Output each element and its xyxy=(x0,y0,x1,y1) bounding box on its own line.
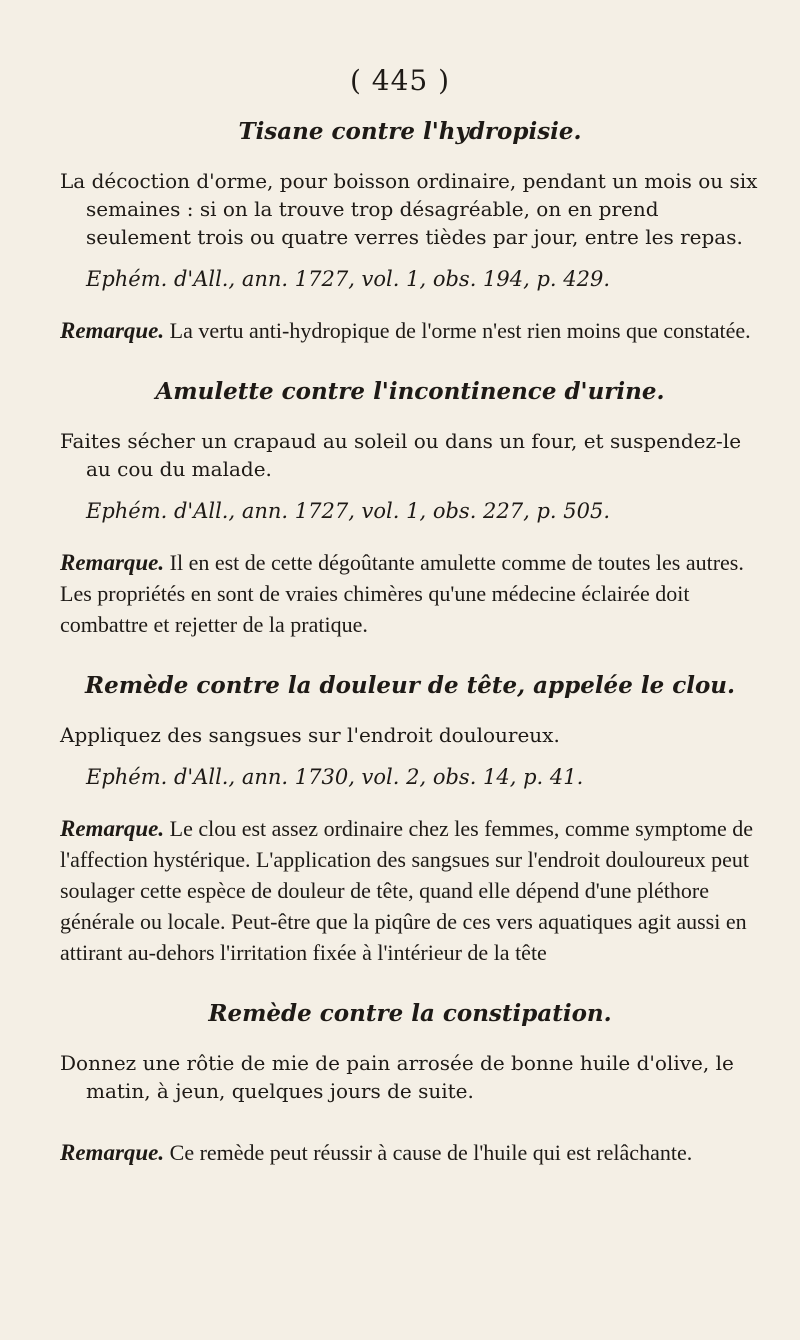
recipe-text: Faites sécher un crapaud au soleil ou dans un four, et suspendez-le au cou du malade. xyxy=(60,429,742,481)
remark-text: Ce remède peut réussir à cause de l'huile qui est relâchante. xyxy=(169,1140,693,1165)
remark-label: Remarque. xyxy=(60,318,165,343)
section-title: Remède contre la douleur de tête, appelée le clou. xyxy=(84,672,736,699)
recipe-text: Donnez une rôtie de mie de pain arrosée de bonne huile d'olive, le matin, à jeun, quelques jours de suite. xyxy=(60,1051,734,1103)
reference xyxy=(60,763,760,791)
page-content xyxy=(60,118,760,1168)
section-title: Tisane contre l'hydropisie. xyxy=(238,118,582,145)
reference-text: Ephém. d'All., ann. 1730, vol. 2, obs. 14, p. 41. xyxy=(86,765,584,789)
remark xyxy=(60,813,760,968)
remark-text: Le clou est assez ordinaire chez les femmes, comme symptome de l'affection hystérique. L'application des sangsues sur l'endroit douloureux peut soulager cette espèce de douleur de tête, quand elle dépend d'une pléthore générale ou locale. Peut-être que la piqûre de ces vers aquatiques agit aussi en attirant au-dehors l'irritation fixée à l'intérieur de la tête xyxy=(60,816,754,965)
recipe-text: Appliquez des sangsues sur l'endroit douloureux. xyxy=(60,723,560,747)
remark-label: Remarque. xyxy=(60,816,165,841)
section-title: Remède contre la constipation. xyxy=(208,1000,612,1027)
reference xyxy=(60,497,760,525)
remark-text: La vertu anti-hydropique de l'orme n'est rien moins que constatée. xyxy=(169,318,751,343)
section-title: Amulette contre l'incontinence d'urine. xyxy=(155,378,665,405)
page-number: ( 445 ) xyxy=(349,64,451,97)
reference xyxy=(60,265,760,293)
reference-text: Ephém. d'All., ann. 1727, vol. 1, obs. 194, p. 429. xyxy=(86,267,611,291)
reference-text: Ephém. d'All., ann. 1727, vol. 1, obs. 227, p. 505. xyxy=(86,499,611,523)
recipe-text: La décoction d'orme, pour boisson ordinaire, pendant un mois ou six semaines : si on la trouve trop désagréable, on en prend seulement trois ou quatre verres tièdes par jour, entre les repas. xyxy=(60,169,758,249)
remark-text: Il en est de cette dégoûtante amulette comme de toutes les autres. Les propriétés en sont de vraies chimères qu'une médecine éclairée doit combattre et rejetter de la pratique. xyxy=(60,550,744,637)
remark xyxy=(60,1137,760,1168)
remark xyxy=(60,547,760,640)
remark-label: Remarque. xyxy=(60,1140,165,1165)
remark xyxy=(60,315,760,346)
remark-label: Remarque. xyxy=(60,550,165,575)
